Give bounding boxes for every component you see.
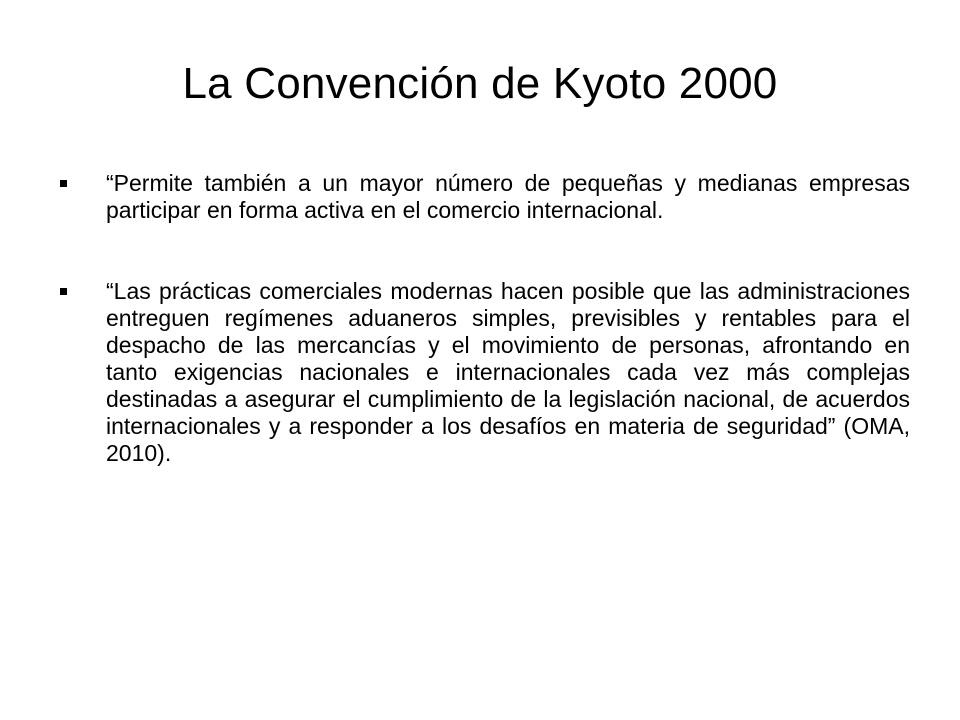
square-bullet-icon: [60, 288, 67, 295]
bullet-text: “Permite también a un mayor número de pequeñas y medianas empresas participar en forma activa en el comercio internacional.: [106, 170, 910, 223]
bullet-list: [60, 170, 910, 467]
bullet-item: [60, 278, 910, 467]
slide-title: La Convención de Kyoto 2000: [182, 59, 778, 108]
square-bullet-icon: [60, 180, 67, 187]
bullet-item: [60, 170, 910, 224]
bullet-text: “Las prácticas comerciales modernas hacen posible que las administraciones entreguen regímenes aduaneros simples, previsibles y rentables para el despacho de las mercancías y el movimiento de personas, afrontando en tanto exigencias nacionales e internacionales cada vez más complejas destinadas a asegurar el cumplimiento de la legislación nacional, de acuerdos internacionales y a responder a los desafíos en materia de seguridad” (OMA, 2010).: [106, 278, 910, 466]
